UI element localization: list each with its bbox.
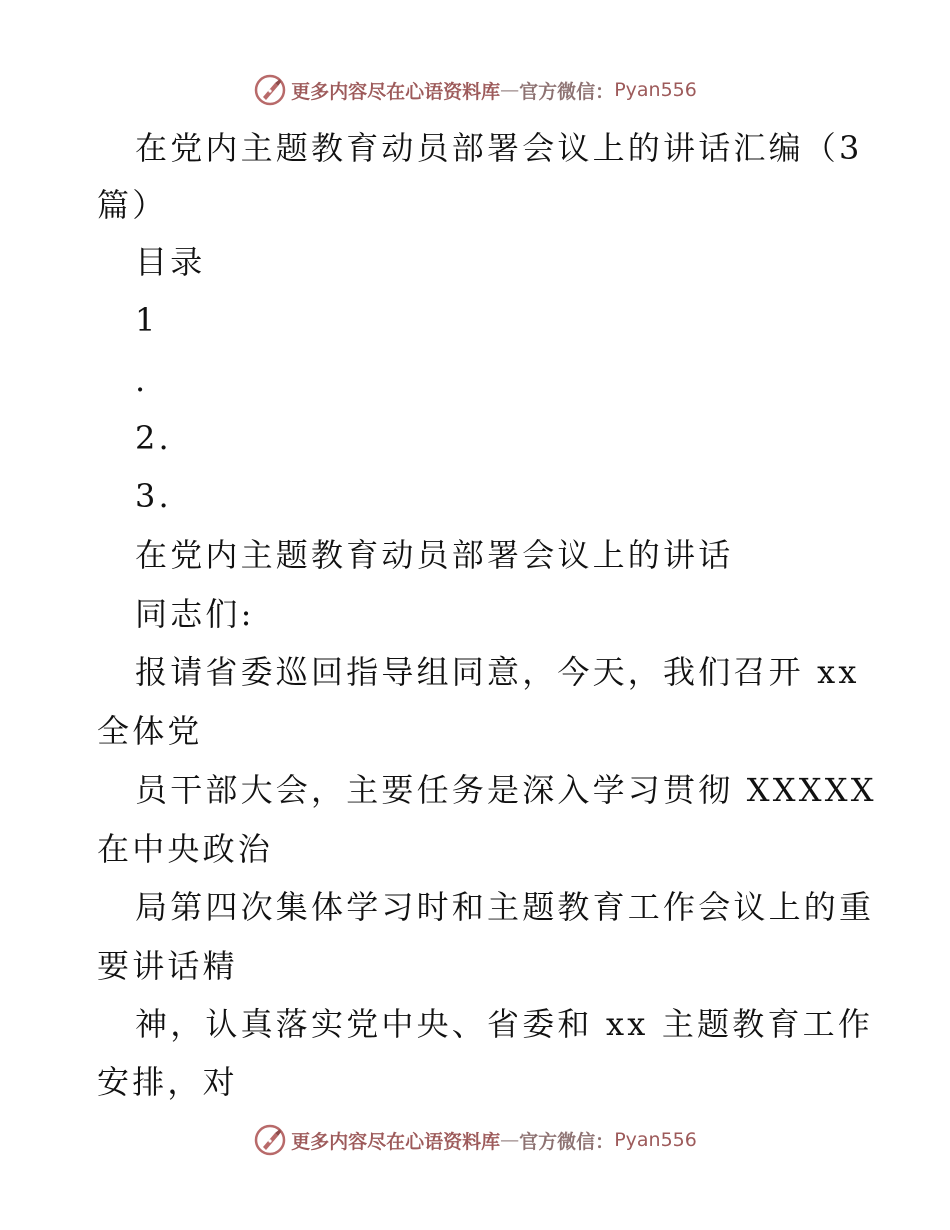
body-line: 员干部大会，主要任务是深入学习贯彻 XXXXX bbox=[135, 771, 877, 809]
doc-title-line-2: 篇） bbox=[97, 186, 168, 224]
banner-wechat-id: Pyan556 bbox=[614, 1129, 697, 1151]
body-line: 要讲话精 bbox=[97, 947, 238, 985]
fountain-pen-nib-icon bbox=[253, 1123, 287, 1157]
toc-heading: 目录 bbox=[135, 243, 206, 281]
header-watermark-banner bbox=[0, 70, 950, 110]
toc-item-1-number: 1 bbox=[135, 301, 159, 339]
body-line: 在中央政治 bbox=[97, 830, 274, 868]
doc-title-line-1: 在党内主题教育动员部署会议上的讲话汇编（3 bbox=[135, 129, 863, 167]
body-line: 报请省委巡回指导组同意，今天，我们召开 xx bbox=[135, 653, 860, 691]
footer-watermark-banner bbox=[0, 1120, 950, 1160]
banner-dash: — bbox=[500, 1129, 520, 1151]
body-line: 安排，对 bbox=[97, 1063, 238, 1101]
banner-sub-text: 官方微信： bbox=[519, 1130, 615, 1153]
banner-main-text: 更多内容尽在心语资料库 bbox=[291, 1130, 501, 1153]
toc-item-1-dot: . bbox=[135, 361, 149, 399]
banner-wechat-id: Pyan556 bbox=[614, 79, 697, 101]
section-heading: 在党内主题教育动员部署会议上的讲话 bbox=[135, 536, 734, 574]
body-line: 神，认真落实党中央、省委和 xx 主题教育工作 bbox=[135, 1005, 874, 1043]
banner-sub-text: 官方微信： bbox=[519, 80, 615, 103]
body-line: 全体党 bbox=[97, 712, 203, 750]
toc-item-3: 3. bbox=[135, 477, 172, 515]
body-line: 局第四次集体学习时和主题教育工作会议上的重 bbox=[135, 888, 875, 926]
banner-main-text: 更多内容尽在心语资料库 bbox=[291, 80, 501, 103]
toc-item-2: 2. bbox=[135, 419, 172, 457]
salutation: 同志们: bbox=[135, 595, 255, 633]
fountain-pen-nib-icon bbox=[253, 73, 287, 107]
banner-dash: — bbox=[500, 79, 520, 101]
